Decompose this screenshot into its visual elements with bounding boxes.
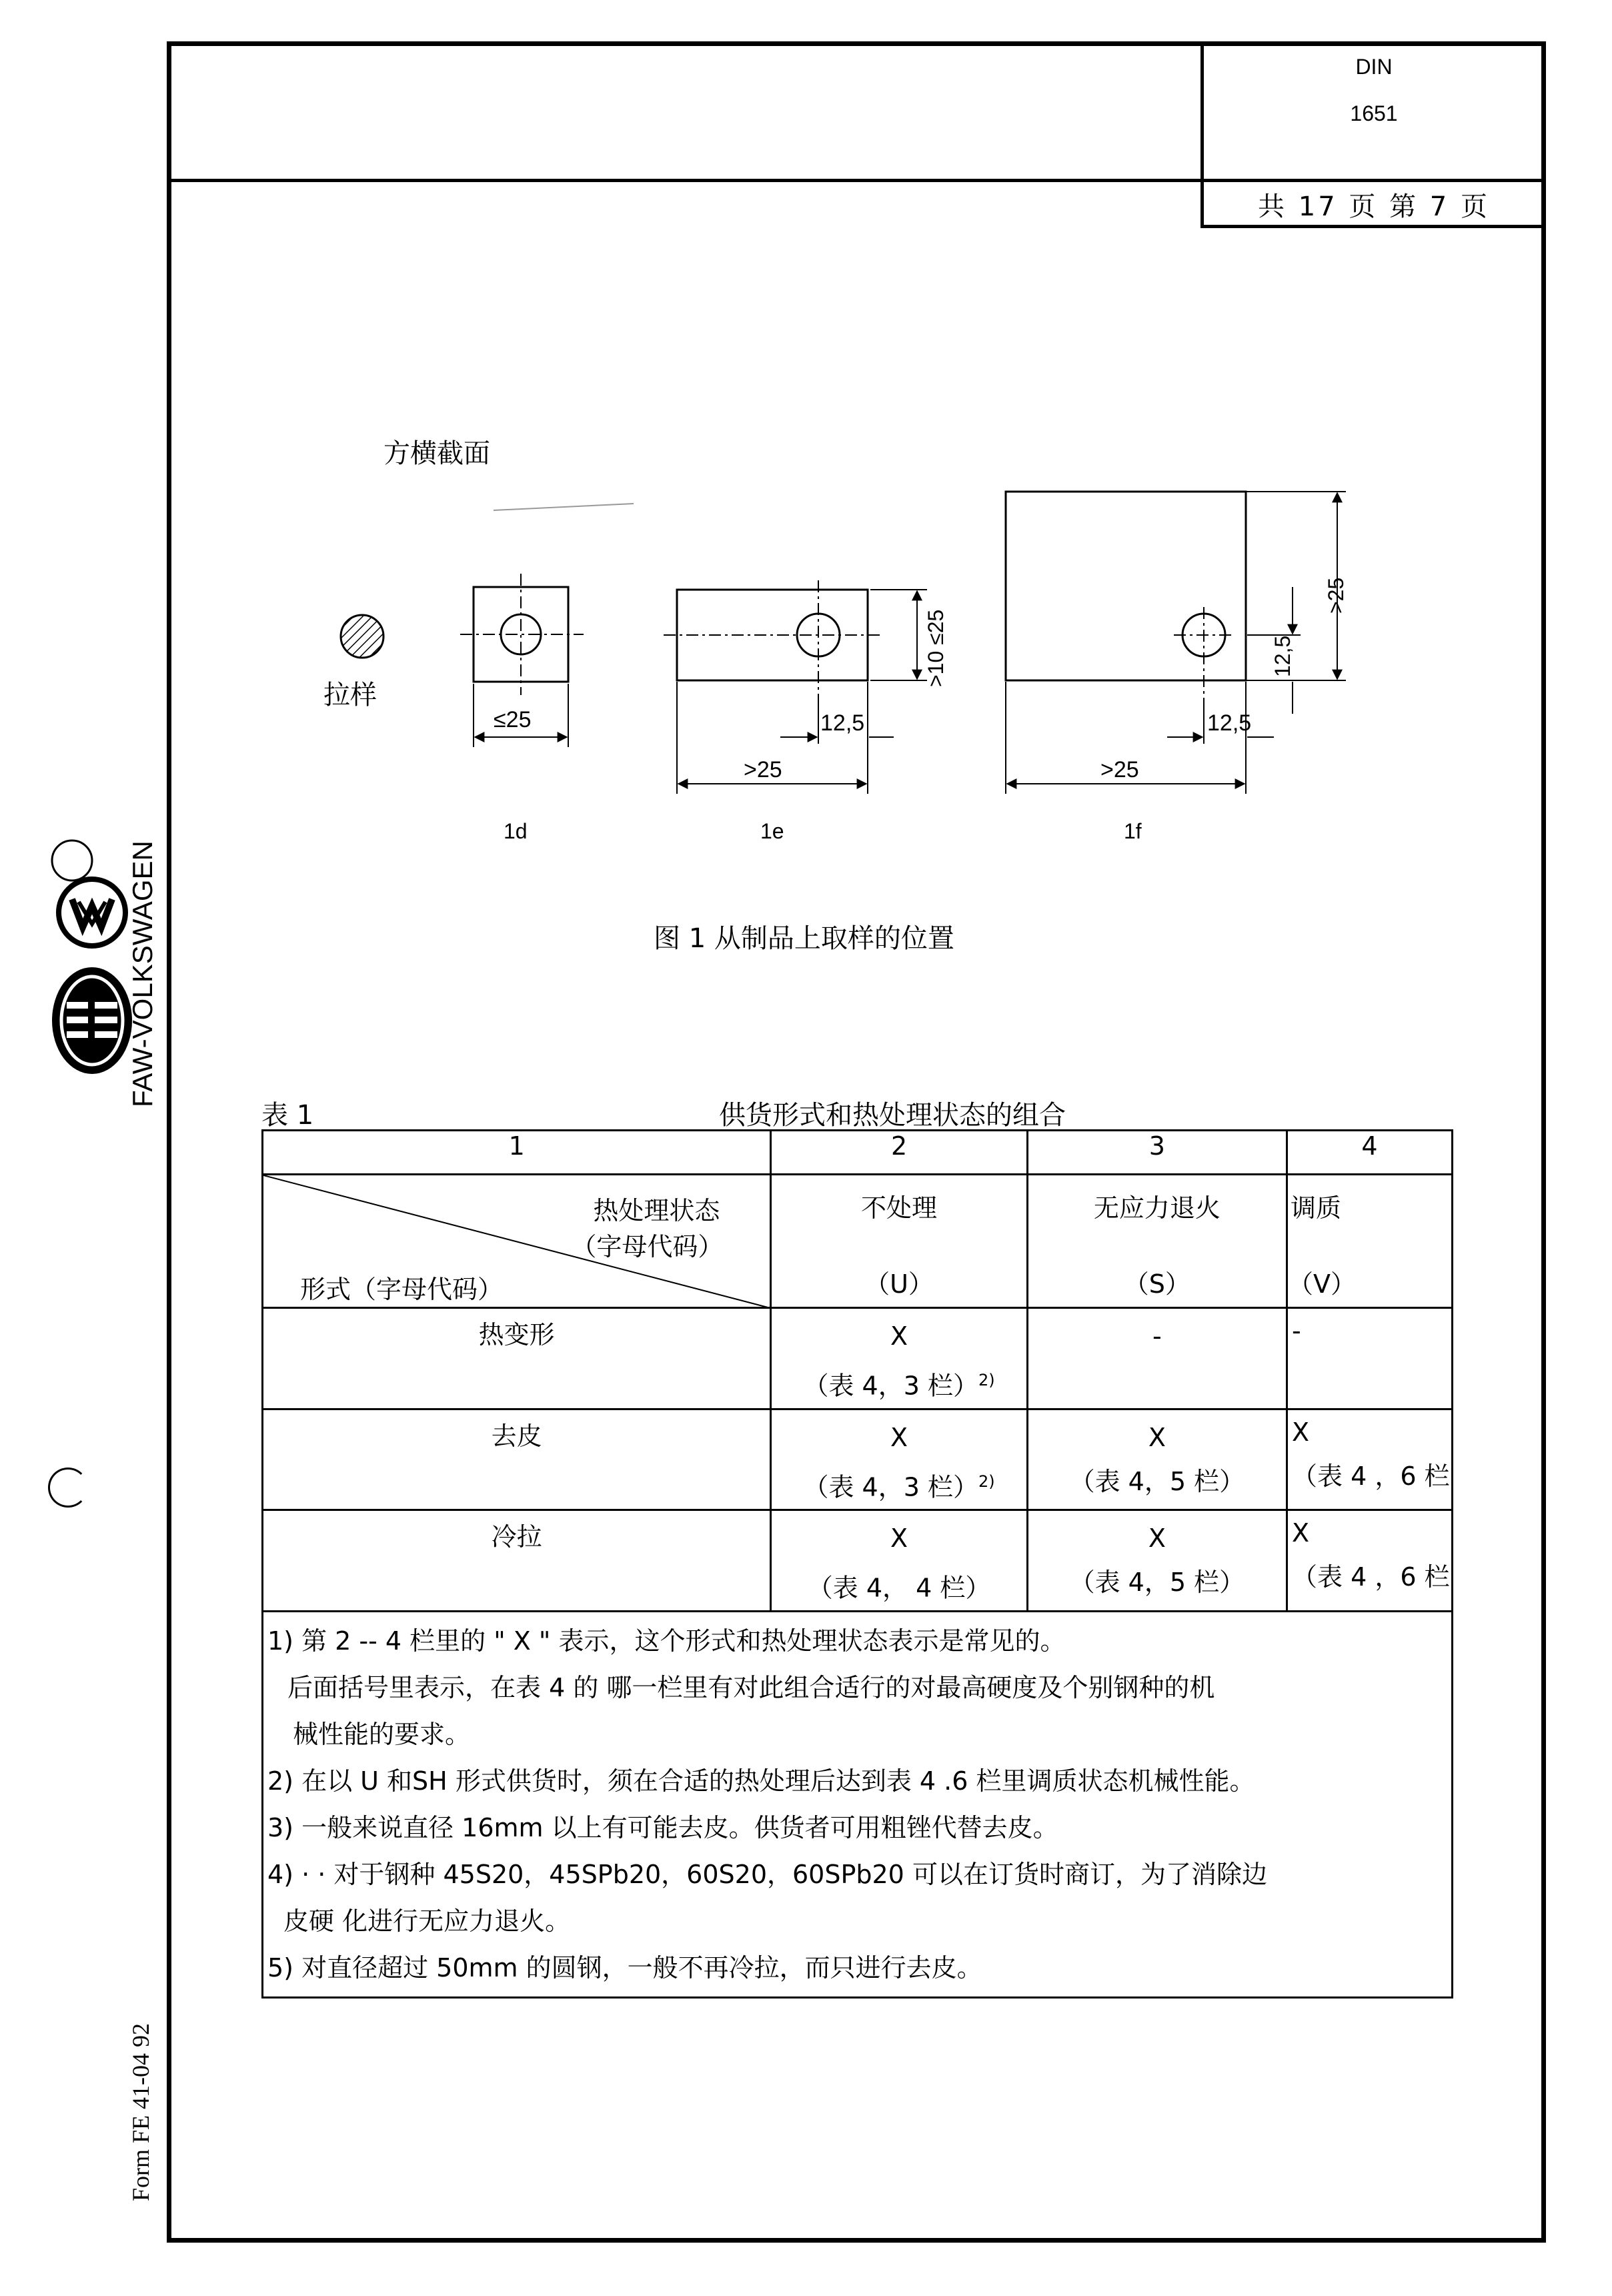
section-1e: [664, 580, 927, 794]
figure-caption: 图 1 从制品上取样的位置: [654, 923, 954, 954]
row-cell: -: [1287, 1308, 1452, 1409]
section-title: 方横截面: [383, 438, 490, 469]
note-line: 2) 在以 U 和SH 形式供货时，须在合适的热处理后达到表 4 .6 栏里调质状态机械性能。: [267, 1766, 1255, 1796]
dim-1f-offset: 12,5: [1207, 710, 1252, 736]
note-line: 3) 一般来说直径 16mm 以上有可能去皮。供货者可用粗锉代替去皮。: [267, 1812, 1058, 1842]
row-cell: X （表 4，3 栏）$^{2)}$: [771, 1308, 1027, 1409]
dim-1e-offset: 12,5: [820, 710, 865, 736]
table-notes-row: [263, 1611, 1453, 1997]
row-cell: -: [1027, 1308, 1287, 1409]
punch-hole-bottom: [48, 1468, 88, 1508]
row-cell: X （表 4 ，6 栏: [1287, 1409, 1452, 1510]
row-cell: X （表 4，5 栏）: [1027, 1510, 1287, 1612]
label-1f: 1f: [1124, 819, 1142, 843]
dim-1f-height: >25: [1324, 577, 1348, 614]
note-line: 皮硬 化进行无应力退火。: [283, 1906, 571, 1936]
table-row: [263, 1308, 1453, 1409]
faw-vw-logo: [40, 827, 133, 1107]
brand-vertical: FAW-VOLKSWAGEN: [127, 840, 158, 1107]
row-cell: X （表 4，3 栏）$^{2)}$: [771, 1409, 1027, 1510]
table-row: [263, 1409, 1453, 1510]
corner-bottom-label: 形式（字母代码）: [300, 1275, 504, 1304]
table-title: 供货形式和热处理状态的组合: [719, 1100, 1066, 1131]
corner-top-label: 热处理状态: [593, 1196, 720, 1225]
dim-1f-width: >25: [1100, 757, 1139, 782]
label-1d: 1d: [504, 819, 528, 843]
head-quench-temper: 调质 （V）: [1287, 1175, 1452, 1308]
sample-circle: [341, 615, 383, 658]
row-cell: X （表 4，5 栏）: [1027, 1409, 1287, 1510]
col-number: 4: [1287, 1131, 1452, 1175]
row-cell: X （表 4 ，6 栏: [1287, 1510, 1452, 1612]
corner-top-code: （字母代码）: [571, 1232, 724, 1261]
row-form: 热变形: [263, 1308, 771, 1409]
standard-number: 1651: [1350, 101, 1398, 125]
dim-1e-width: >25: [744, 757, 782, 782]
note-line: 4) · · 对于钢种 45S20，45SPb20，60S20，60SPb20 可以在订货时商订，为了消除边: [267, 1859, 1267, 1889]
table-row: [263, 1510, 1453, 1612]
punch-hole-top: [48, 827, 81, 860]
col-number: 2: [771, 1131, 1027, 1175]
sample-label: 拉样: [323, 680, 377, 710]
dim-1e-height: >10 ≤25: [924, 609, 948, 687]
corner-cell: [263, 1175, 771, 1308]
col-number: 1: [263, 1131, 771, 1175]
head-untreated: 不处理 （U）: [771, 1175, 1027, 1308]
note-line: 后面括号里表示，在表 4 的 哪一栏里有对此组合适行的对最高硬度及个别钢种的机: [287, 1672, 1215, 1702]
cross-section-figure: [300, 480, 1367, 894]
table-label: 表 1: [261, 1100, 314, 1131]
form-number: Form FE 41-04 92: [127, 2023, 154, 2201]
dim-1d-width: ≤25: [494, 707, 532, 732]
table-1: [261, 1129, 1453, 1998]
row-cell: X （表 4， 4 栏）: [771, 1510, 1027, 1612]
row-form: 去皮: [263, 1409, 771, 1510]
col-number: 3: [1027, 1131, 1287, 1175]
table-col-numbers: [263, 1131, 1453, 1175]
standard-label: DIN: [1355, 55, 1393, 79]
note-line: 1) 第 2 -- 4 栏里的 " X " 表示，这个形式和热处理状态表示是常见的。: [267, 1626, 1066, 1656]
table-head-row: [263, 1175, 1453, 1308]
note-line: 械性能的要求。: [293, 1719, 471, 1749]
page-count: 共 17 页 第 7 页: [1258, 191, 1490, 222]
head-stress-relief: 无应力退火 （S）: [1027, 1175, 1287, 1308]
note-line: 5) 对直径超过 50mm 的圆钢，一般不再冷拉，而只进行去皮。: [267, 1952, 982, 1982]
label-1e: 1e: [760, 819, 784, 843]
dim-1f-vert-offset: 12,5: [1271, 635, 1295, 677]
table-notes: [263, 1611, 1453, 1997]
row-form: 冷拉: [263, 1510, 771, 1612]
